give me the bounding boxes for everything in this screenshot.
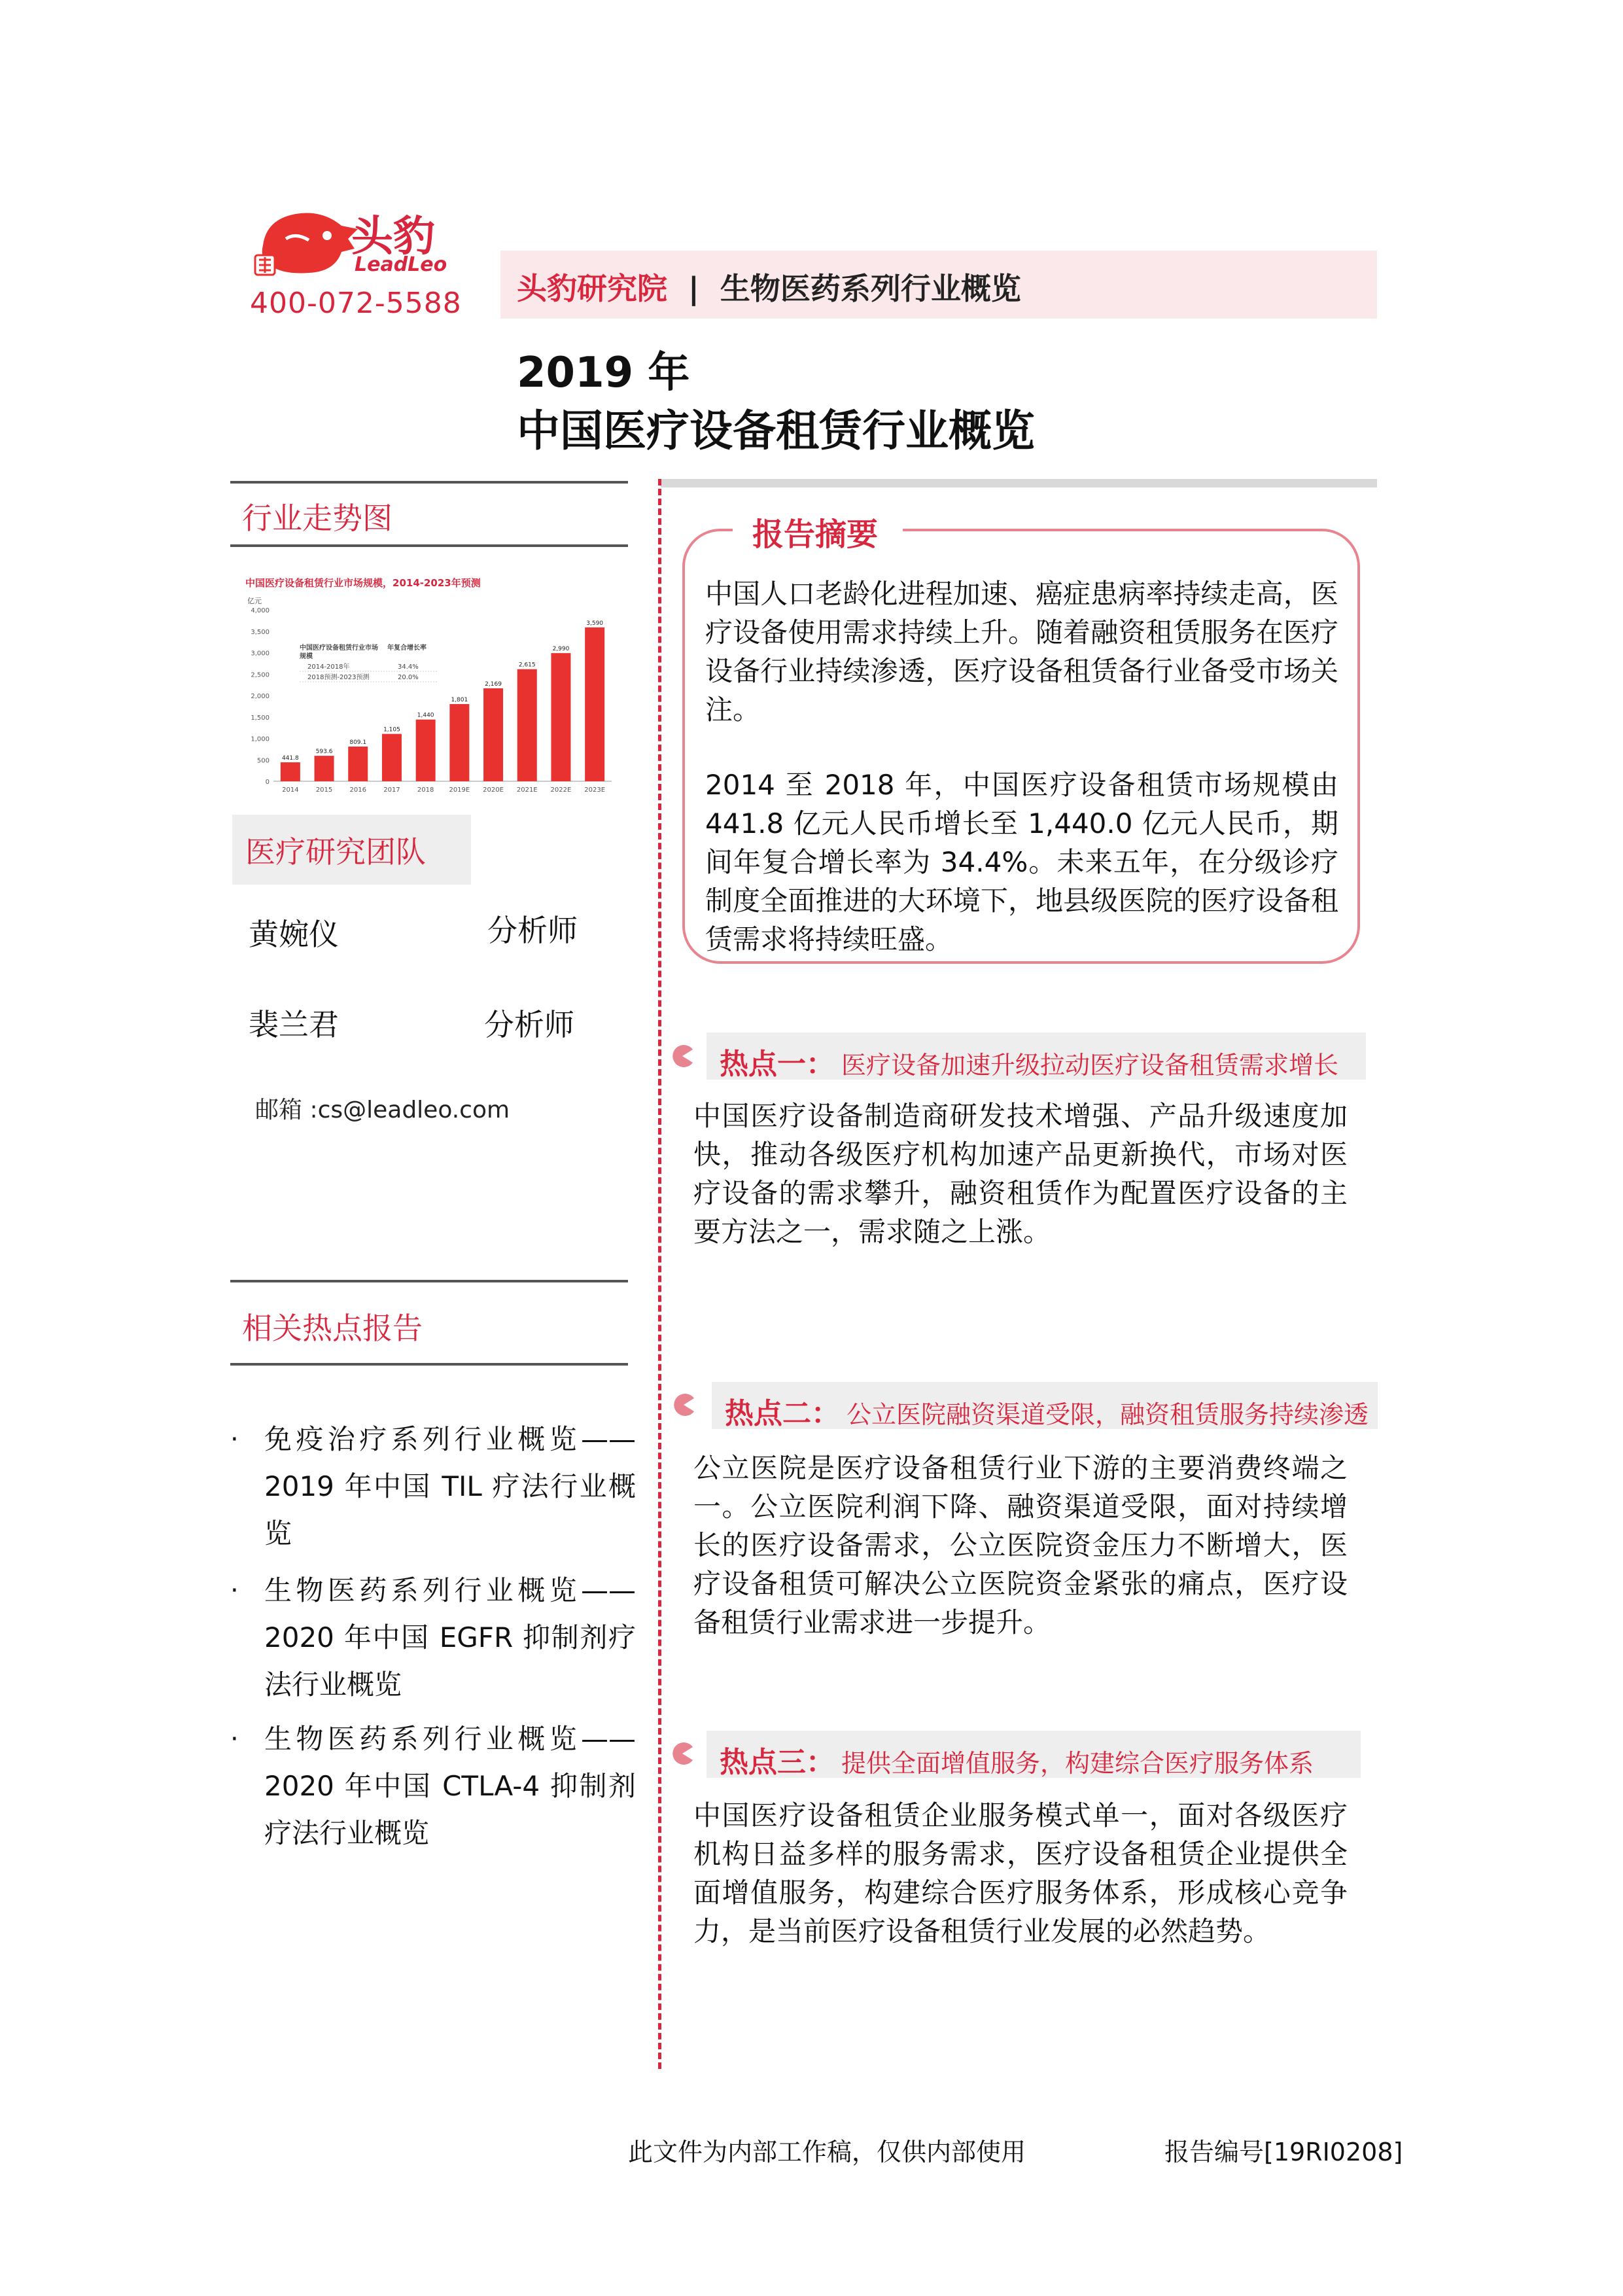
chart-x-tick-label: 2017 (383, 786, 400, 794)
chart-y-tick-label: 1,000 (251, 735, 270, 743)
chart-y-tick-label: 3,500 (251, 628, 270, 636)
footer-report-number: 报告编号[19RI0208] (1164, 2138, 1403, 2166)
hotspot-heading: 公立医院融资渠道受限，融资租赁服务持续渗透 (846, 1400, 1369, 1429)
chart-data-label: 593.6 (315, 749, 333, 756)
chart-x-tick-label: 2019E (449, 786, 470, 794)
summary-paragraph: 2014 至 2018 年，中国医疗设备租赁市场规模由 441.8 亿元人民币增长至 1,440.0 亿元人民币，期间年复合增长率为 34.4%。未来五年，在分级诊疗制度全面推进的大环境下，地县级医院的医疗设备租赁需求将持续旺盛。 (705, 769, 1338, 955)
chart-bar (416, 720, 436, 781)
divider-line (230, 481, 628, 484)
related-section-label: 相关热点报告 (242, 1311, 423, 1346)
column-divider (658, 479, 661, 2069)
member-role: 分析师 (484, 1007, 574, 1042)
hotspot-label: 热点二： (725, 1397, 840, 1430)
hotline-phone: 400-072-5588 (250, 287, 462, 320)
chart-data-label: 441.8 (281, 755, 299, 762)
chart-title: 中国医疗设备租赁行业市场规模，2014-2023年预测 (245, 577, 481, 589)
chart-x-tick-label: 2016 (349, 786, 366, 794)
chart-legend-row-label: 2018预测-2023预测 (307, 674, 370, 681)
chart-data-label: 2,615 (518, 662, 536, 669)
header-series-label: 生物医药系列行业概览 (720, 271, 1021, 306)
chart-x-tick-label: 2014 (282, 786, 299, 794)
report-line: 免疫治疗系列行业概览—— (264, 1423, 636, 1455)
member-name: 黄婉仪 (249, 917, 339, 952)
hotspot-title (720, 1739, 1314, 1780)
chart-legend-series-label: 中国医疗设备租赁行业市场 (300, 645, 378, 652)
bullet-icon: · (230, 1724, 239, 1754)
divider-line (230, 1280, 628, 1282)
team-section-label: 医疗研究团队 (245, 834, 426, 870)
logo-en-text: LeadLeo (355, 253, 447, 276)
hotspot-heading: 提供全面增值服务，构建综合医疗服务体系 (841, 1749, 1314, 1778)
report-title: 中国医疗设备租赁行业概览 (517, 406, 1035, 456)
bullet-icon: · (230, 1424, 239, 1455)
chart-bar (449, 704, 469, 781)
hotspot-title (720, 1040, 1338, 1082)
divider-line (230, 1363, 628, 1366)
chart-data-label: 809.1 (349, 739, 367, 747)
logo-cn-text: 头豹 (351, 213, 435, 261)
chart-data-label: 1,801 (451, 697, 468, 704)
hotspot-label: 热点一： (720, 1048, 835, 1081)
chart-canvas (242, 571, 618, 800)
report-line: 览 (264, 1517, 292, 1549)
chart-y-tick-label: 1,500 (251, 714, 270, 722)
pacman-icon (672, 1393, 695, 1417)
trend-section-label: 行业走势图 (242, 501, 393, 536)
header-title (517, 265, 1021, 308)
chart-x-tick-label: 2021E (516, 786, 538, 794)
bullet-icon: · (230, 1576, 239, 1606)
chart-bar (517, 669, 537, 781)
report-year: 2019 年 (517, 349, 690, 397)
member-name: 裴兰君 (249, 1007, 339, 1042)
chart-data-label: 2,169 (485, 680, 502, 688)
chart-bar (382, 734, 402, 781)
report-line: 生物医药系列行业概览—— (264, 1574, 636, 1606)
chart-data-label: 1,440 (417, 712, 434, 719)
chart-data-label: 3,590 (586, 620, 604, 627)
chart-x-tick-label: 2022E (550, 786, 572, 794)
chart-y-tick-label: 4,000 (251, 607, 270, 614)
chart-x-tick-label: 2018 (417, 786, 434, 794)
top-rule (661, 479, 1377, 487)
pacman-icon (671, 1742, 694, 1765)
chart-bar (483, 688, 503, 781)
chart-y-unit: 亿元 (247, 597, 262, 605)
chart-x-tick-label: 2020E (483, 786, 504, 794)
leopard-logo-icon (250, 200, 361, 281)
hotspot-title (725, 1390, 1369, 1432)
chart-y-tick-label: 500 (256, 757, 270, 765)
chart-data-label: 1,105 (383, 726, 400, 733)
chart-legend-header: 年复合增长率 (387, 645, 427, 652)
member-role: 分析师 (487, 913, 578, 948)
chart-data-label: 2,990 (552, 646, 570, 653)
related-report-link[interactable] (230, 1716, 636, 1857)
hotspot-body: 中国医疗设备租赁企业服务模式单一，面对各级医疗机构日益多样的服务需求，医疗设备租赁企业提供全面增值服务，构建综合医疗服务体系，形成核心竞争力，是当前医疗设备租赁行业发展的必然趋势。 (693, 1799, 1348, 1947)
chart-y-tick-label: 0 (265, 779, 270, 786)
chart-bar (281, 762, 300, 781)
chart-legend-row-value: 20.0% (398, 674, 419, 681)
report-line: 法行业概览 (264, 1669, 402, 1701)
chart-y-tick-label: 2,000 (251, 693, 270, 700)
chart-y-tick-label: 3,000 (251, 650, 270, 658)
chart-legend-row-value: 34.4% (398, 663, 419, 671)
chart-y-tick-label: 2,500 (251, 671, 270, 679)
summary-paragraph: 中国人口老龄化进程加速、癌症患病率持续走高，医疗设备使用需求持续上升。随着融资租赁服务在医疗设备行业持续渗透，医疗设备租赁备行业备受市场关注。 (705, 578, 1338, 726)
report-line: 2020 年中国 EGFR 抑制剂疗 (264, 1621, 636, 1653)
related-report-link[interactable] (230, 1567, 636, 1708)
contact-email[interactable]: 邮箱 :cs@leadleo.com (255, 1097, 510, 1123)
header-separator: | (688, 271, 699, 306)
related-report-link[interactable] (230, 1416, 636, 1557)
hotspot-label: 热点三： (720, 1746, 835, 1779)
footer-notice: 此文件为内部工作稿，仅供内部使用 (628, 2138, 1026, 2166)
report-line: 2019 年中国 TIL 疗法行业概 (264, 1470, 636, 1502)
report-line: 生物医药系列行业概览—— (264, 1723, 636, 1755)
report-line: 疗法行业概览 (264, 1817, 430, 1849)
header-brand-label: 头豹研究院 (517, 271, 667, 306)
hotspot-body: 中国医疗设备制造商研发技术增强、产品升级速度加快，推动各级医疗机构加速产品更新换代，市场对医疗设备的需求攀升，融资租赁作为配置医疗设备的主要方法之一，需求随之上涨。 (693, 1100, 1348, 1248)
chart-bar (315, 756, 334, 781)
chart-bar (551, 653, 570, 781)
pacman-icon (671, 1044, 694, 1068)
chart-x-tick-label: 2015 (315, 786, 333, 794)
hotspot-heading: 医疗设备加速升级拉动医疗设备租赁需求增长 (841, 1051, 1339, 1080)
chart-x-tick-label: 2023E (584, 786, 606, 794)
market-size-chart (242, 571, 618, 800)
chart-legend-series-label: 规模 (300, 653, 313, 660)
hotspot-body: 公立医院是医疗设备租赁行业下游的主要消费终端之一。公立医院利润下降、融资渠道受限，面对持续增长的医疗设备需求，公立医院资金压力不断增大，医疗设备租赁可解决公立医院资金紧张的痛点，医疗设备租赁行业需求进一步提升。 (693, 1452, 1348, 1638)
summary-label: 报告摘要 (752, 516, 879, 553)
brand-logo (250, 200, 459, 281)
chart-bar (348, 747, 368, 781)
chart-bar (585, 627, 604, 781)
chart-legend-row-label: 2014-2018年 (307, 663, 350, 671)
report-line: 2020 年中国 CTLA-4 抑制剂 (264, 1770, 636, 1802)
divider-line (230, 544, 628, 547)
